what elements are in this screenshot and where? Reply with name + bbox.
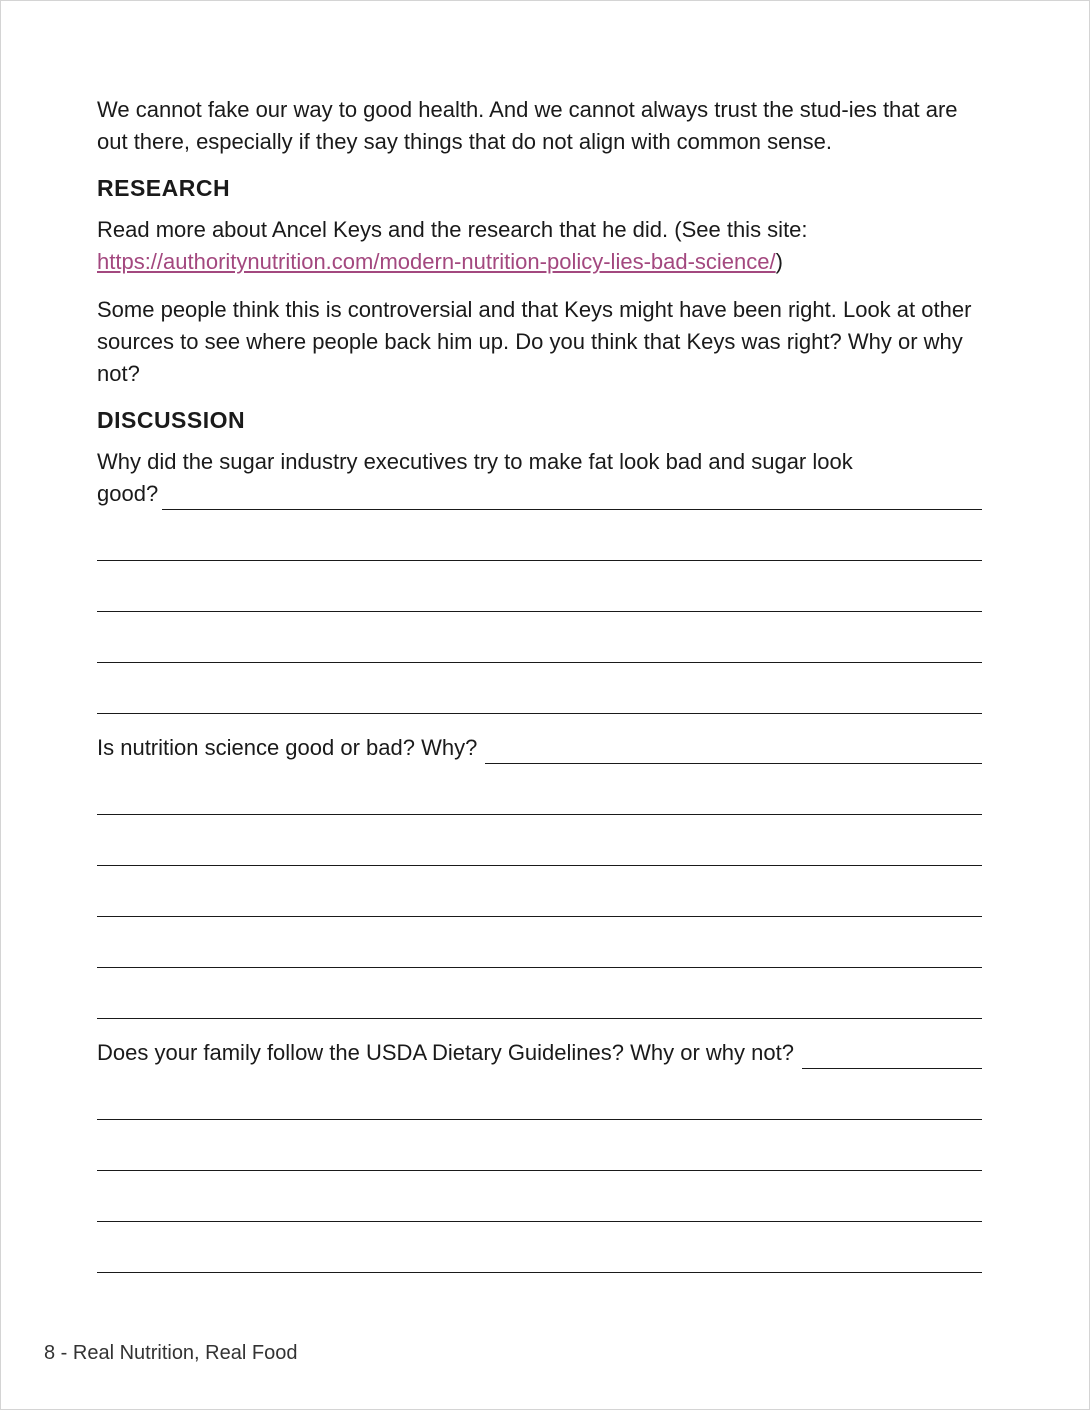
research-text-before-link: Read more about Ancel Keys and the research that he did. (See this site: <box>97 217 808 242</box>
research-heading: RESEARCH <box>97 175 231 201</box>
question-3-answer-line[interactable] <box>97 1222 982 1273</box>
question-1-answer-line[interactable] <box>97 561 982 612</box>
question-1-prompt: good? <box>97 481 159 506</box>
question-1-answer-line[interactable] <box>97 663 982 714</box>
question-2-answer-line[interactable] <box>97 866 982 917</box>
question-3-answer-line[interactable] <box>97 1171 982 1222</box>
worksheet-content <box>97 94 982 1273</box>
question-2-answer-line[interactable] <box>97 815 982 866</box>
question-1-answer-blank[interactable] <box>162 487 982 510</box>
question-2-answer-blank[interactable] <box>485 741 982 764</box>
question-1-answer-line[interactable] <box>97 612 982 663</box>
question-3-answer-line[interactable] <box>97 1069 982 1120</box>
question-2-answer-line[interactable] <box>97 917 982 968</box>
question-2-prompt-line <box>97 732 982 764</box>
question-2-answer-line[interactable] <box>97 968 982 1019</box>
research-link[interactable]: https://authoritynutrition.com/modern-nutrition-policy-lies-bad-science/ <box>97 249 776 274</box>
question-2-prompt: Is nutrition science good or bad? Why? <box>97 735 478 760</box>
research-text-after-link: ) <box>775 249 783 274</box>
question-3-answer-line[interactable] <box>97 1120 982 1171</box>
question-1-prompt-line <box>97 478 982 510</box>
question-2-answer-line[interactable] <box>97 764 982 815</box>
question-3-prompt-line <box>97 1037 982 1069</box>
discussion-heading: DISCUSSION <box>97 407 246 433</box>
page-footer: 8 - Real Nutrition, Real Food <box>44 1342 298 1364</box>
research-paragraph <box>97 214 982 278</box>
question-1-first-line: Why did the sugar industry executives try to make fat look bad and sugar look <box>97 449 853 474</box>
intro-paragraph: We cannot fake our way to good health. And we cannot always trust the stud-ies that are out there, especially if they say things that do not align with common sense. <box>97 97 958 154</box>
question-1-answer-line[interactable] <box>97 510 982 561</box>
question-3-prompt: Does your family follow the USDA Dietary Guidelines? Why or why not? <box>97 1040 794 1065</box>
research-paragraph-2: Some people think this is controversial and that Keys might have been right. Look at other sources to see where people back him up. Do you think that Keys was right? Why or why not? <box>97 297 972 386</box>
question-3-answer-blank[interactable] <box>802 1046 982 1069</box>
